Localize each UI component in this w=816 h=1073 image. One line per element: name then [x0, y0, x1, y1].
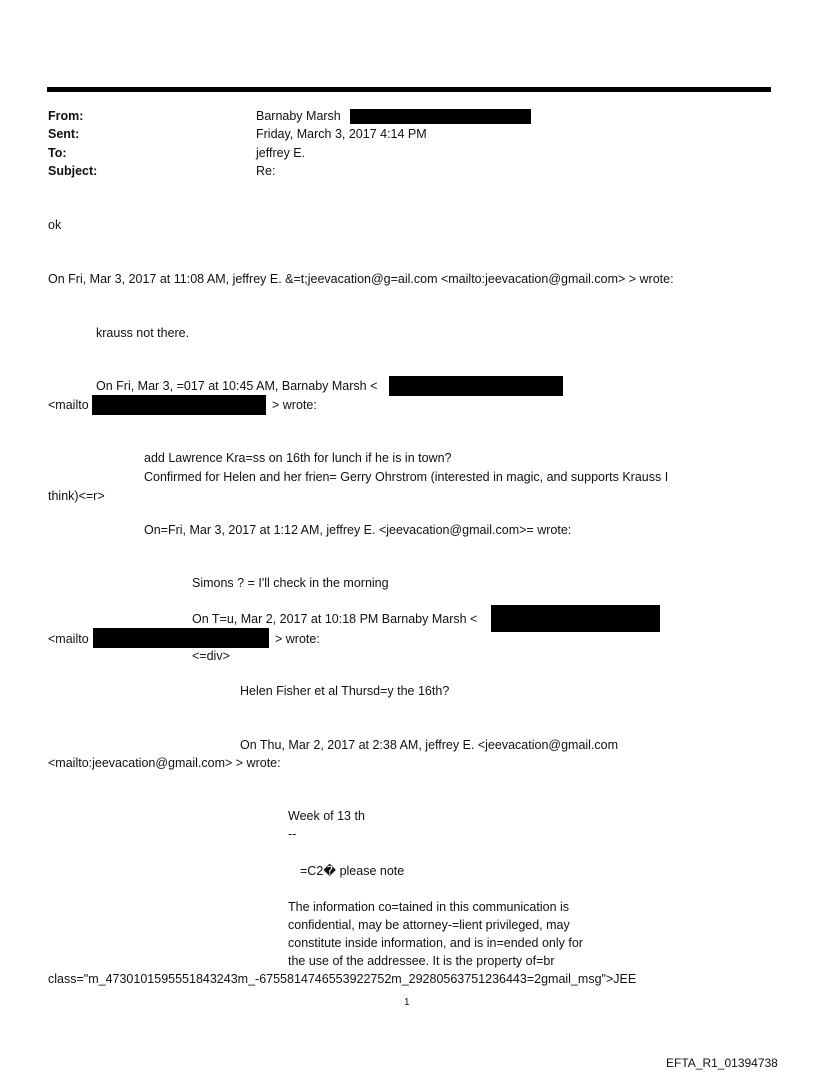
redaction-box — [93, 628, 269, 648]
redaction-box — [92, 395, 266, 415]
quote1-header: On Fri, Mar 3, 2017 at 11:08 AM, jeffrey E. &=t;jeevacation@g=ail.com <mailto:jeevacation@gmail.com> > wrote: — [48, 272, 674, 286]
redaction-box — [491, 605, 660, 632]
subject-value: Re: — [256, 164, 276, 178]
quote4-mailto-suffix: > wrote: — [275, 632, 320, 646]
quote4-header: On T=u, Mar 2, 2017 at 10:18 PM Barnaby Marsh < — [192, 612, 478, 626]
confidentiality-line: confidential, may be attorney-=lient privileged, may — [288, 918, 570, 932]
sent-label: Sent: — [48, 127, 80, 141]
to-label: To: — [48, 146, 67, 160]
reply-text: ok — [48, 218, 62, 232]
quote2-line: think)<=r> — [48, 489, 105, 503]
quote4-text: Helen Fisher et al Thursd=y the 16th? — [240, 684, 450, 698]
from-value: Barnaby Marsh — [256, 109, 341, 123]
quote5-header-cont: <mailto:jeevacation@gmail.com> > wrote: — [48, 756, 281, 770]
quote5-week: Week of 13 th — [288, 809, 365, 823]
sent-value: Friday, March 3, 2017 4:14 PM — [256, 127, 427, 141]
quote1-text: krauss not there. — [96, 326, 190, 340]
quote2-mailto-suffix: > wrote: — [272, 398, 317, 412]
from-label: From: — [48, 109, 84, 123]
redaction-box — [389, 376, 563, 396]
confidentiality-line: constitute inside information, and is in=ended only for — [288, 936, 583, 950]
redaction-box — [350, 109, 531, 124]
quote4-mailto-prefix: <mailto — [48, 632, 89, 646]
page-number: 1 — [404, 997, 410, 1008]
quote4-div-tag: <=div> — [192, 649, 230, 663]
quote2-mailto-prefix: <mailto — [48, 398, 89, 412]
quote2-header: On Fri, Mar 3, =017 at 10:45 AM, Barnaby Marsh < — [96, 379, 378, 393]
quote2-line: add Lawrence Kra=ss on 16th for lunch if he is in town? — [144, 451, 452, 465]
quote3-text: Simons ? = I'll check in the morning — [192, 576, 389, 590]
to-value: jeffrey E. — [256, 146, 306, 160]
quote5-note: =C2� please note — [300, 864, 405, 878]
subject-label: Subject: — [48, 164, 98, 178]
html-class-residue: class="m_4730101595551843243m_-6755814746553922752m_29280563751236443=2gmail_msg">JEE — [48, 972, 637, 986]
quote3-header: On=Fri, Mar 3, 2017 at 1:12 AM, jeffrey E. <jeevacation@gmail.com>= wrote: — [144, 523, 572, 537]
quote2-line: Confirmed for Helen and her frien= Gerry Ohrstrom (interested in magic, and supports Krauss I — [144, 470, 669, 484]
header-rule — [47, 87, 771, 92]
bates-number: EFTA_R1_01394738 — [666, 1056, 778, 1070]
confidentiality-line: The information co=tained in this communication is — [288, 900, 570, 914]
quote5-header: On Thu, Mar 2, 2017 at 2:38 AM, jeffrey E. <jeevacation@gmail.com — [240, 738, 619, 752]
quote5-dashes: -- — [288, 827, 297, 841]
confidentiality-line: the use of the addressee. It is the property of=br — [288, 954, 555, 968]
